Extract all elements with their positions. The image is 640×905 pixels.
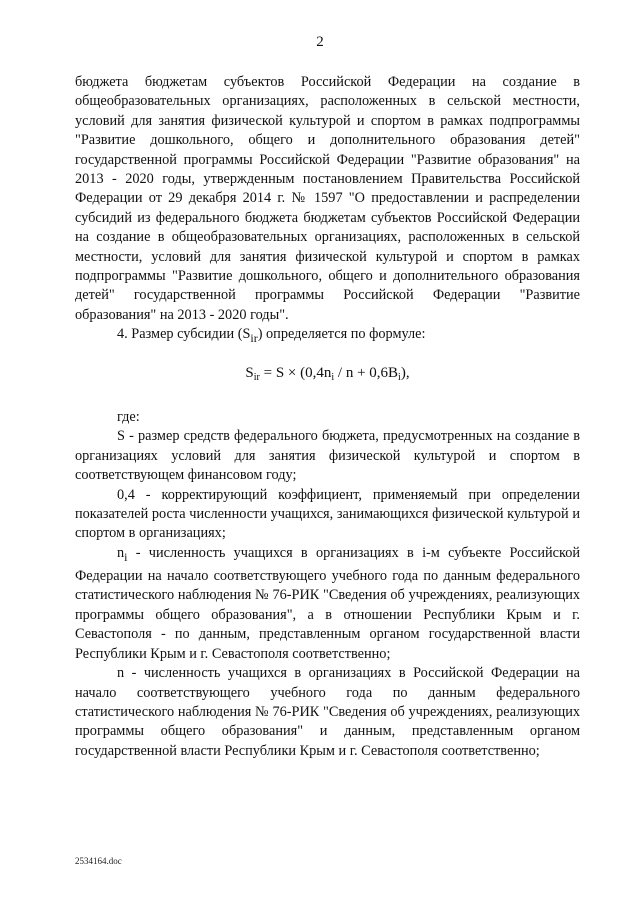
definition-n: n - численность учащихся в организациях в Российской Федерации на начало соответствующего учебного года по данным федерального статистического наблюдения № 76-РИК "Сведения об учреждениях, реализующих программы общего образования" и данным, представленным органом государственной власти Республики Крым и г. Севастополя соответственно; <box>75 665 580 759</box>
subsidy-subscript: ir <box>250 331 258 346</box>
ni-sub: i <box>124 549 128 564</box>
definition-coefficient: 0,4 - корректирующий коэффициент, применяемый при определении показателей роста численности учащихся, занимающихся физической культурой и спортом в организациях; <box>75 486 580 542</box>
footer-filename: 2534164.doc <box>75 856 122 866</box>
where-label: где: <box>117 408 140 425</box>
ni-text: - численность учащихся в организациях в i-м субъекте Российской Федерации на начало соответствующего учебного года по данным федерального статистического наблюдения № 76-РИК "Сведения об учреждениях, реализующих программы общего образования", а в отношении Республики Крым и г. Севастополя - по данным, представленным органом государственной власти Республики Крым и г. Севастополя соответственно; <box>75 544 580 662</box>
subsidy-text-pre: 4. Размер субсидии (S <box>117 326 251 343</box>
formula-n-sub: i <box>331 371 335 383</box>
paragraph-subsidy-size <box>75 325 580 348</box>
ni-var: n <box>117 544 125 561</box>
definition-s: S - размер средств федерального бюджета, предусмотренных на создание в организациях условий для занятия физической культурой и спортом в соответствующем финансовом году; <box>75 428 580 484</box>
subsidy-text-post: ) определяется по формуле: <box>257 326 426 343</box>
formula-b-sub: i <box>398 371 401 383</box>
paragraph-continuation: бюджета бюджетам субъектов Российской Федерации на создание в общеобразовательных организациях, расположенных в сельской местности, условий для занятия физической культурой и спортом в рамках подпрограммы "Развитие дошкольного, общего и дополнительного образования детей" государственной программы Российской Федерации "Развитие образования" на 2013 - 2020 годы, утвержденным постановлением Правительства Российской Федерации от 29 декабря 2014 г. № 1597 "О предоставлении и распределении субсидий из федерального бюджета бюджетам субъектов Российской Федерации на создание в общеобразовательных организациях, расположенных в сельской местности, условий для занятия физической культурой и спортом в рамках подпрограммы "Развитие дошкольного, общего и дополнительного образования детей" государственной программы Российской Федерации "Развитие образования" на 2013 - 2020 годы". <box>75 74 580 323</box>
definition-ni <box>75 544 580 664</box>
document-body <box>75 73 580 761</box>
page-number: 2 <box>316 34 324 50</box>
formula-mid: / n + 0,6B <box>334 364 399 381</box>
formula-s: S <box>245 364 254 381</box>
formula-s-sub: ir <box>253 371 260 383</box>
formula-eq: = S × (0,4n <box>259 364 332 381</box>
formula-end: ), <box>400 364 410 381</box>
formula <box>75 364 580 387</box>
